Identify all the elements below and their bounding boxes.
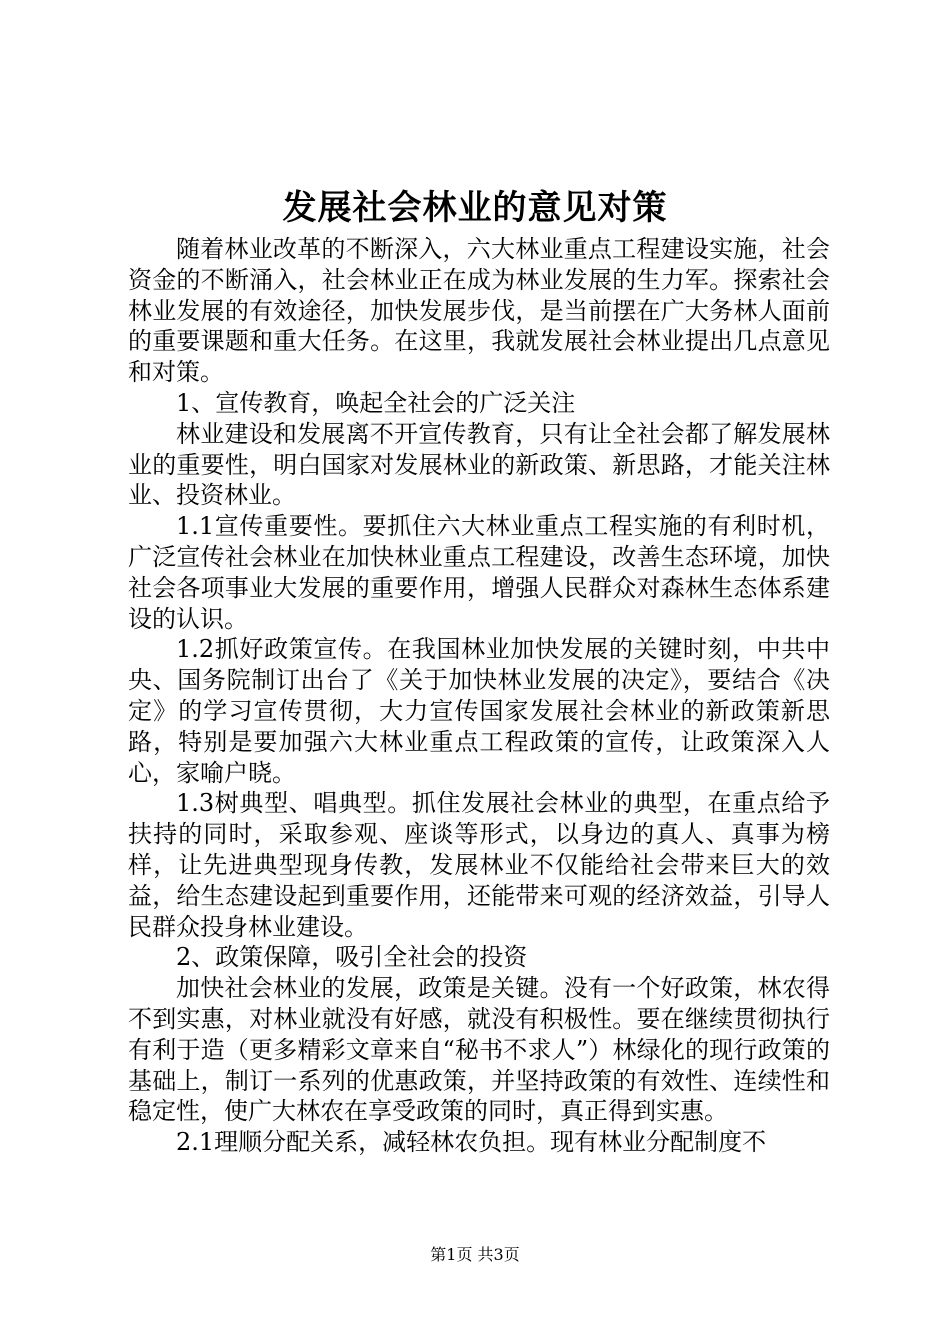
document-title: 发展社会林业的意见对策 <box>282 188 668 228</box>
section-heading-1: 1、宣传教育，唤起全社会的广泛关注 <box>176 388 576 417</box>
paragraph-2: 加快社会林业的发展，政策是关键。没有一个好政策，林农得不到实惠，对林业就没有好感，就没有积极性。要在继续贯彻执行有利于造（更多精彩文章来自“秘书不求人”）林绿化的现行政策的基础上，制订一系列的优惠政策，并坚持政策的有效性、连续性和稳定性，使广大林农在享受政策的同时，真正得到实惠。 <box>128 974 830 1126</box>
paragraph-1-3: 1.3树典型、唱典型。抓住发展社会林业的典型，在重点给予扶持的同时，采取参观、座谈等形式，以身边的真人、真事为榜样，让先进典型现身传教，发展林业不仅能给社会带来巨大的效益，给生态建设起到重要作用，还能带来可观的经济效益，引导人民群众投身林业建设。 <box>128 789 830 941</box>
document-body <box>128 234 830 1158</box>
section-heading-2: 2、政策保障，吸引全社会的投资 <box>176 943 528 972</box>
paragraph-1-2: 1.2抓好政策宣传。在我国林业加快发展的关键时刻，中共中央、国务院制订出台了《关于加快林业发展的决定》，要结合《决定》的学习宣传贯彻，大力宣传国家发展社会林业的新政策新思路，特别是要加强六大林业重点工程政策的宣传，让政策深入人心，家喻户晓。 <box>128 635 830 787</box>
page-footer: 第1页 共3页 <box>430 1245 520 1264</box>
paragraph-1: 林业建设和发展离不开宣传教育，只有让全社会都了解发展林业的重要性，明白国家对发展林业的新政策、新思路，才能关注林业、投资林业。 <box>128 419 830 510</box>
paragraph-2-1: 2.1理顺分配关系，减轻林农负担。现有林业分配制度不 <box>176 1128 767 1157</box>
paragraph-1-1: 1.1宣传重要性。要抓住六大林业重点工程实施的有利时机，广泛宣传社会林业在加快林业重点工程建设，改善生态环境，加快社会各项事业大发展的重要作用，增强人民群众对森林生态体系建设的认识。 <box>128 512 830 633</box>
paragraph-intro: 随着林业改革的不断深入，六大林业重点工程建设实施，社会资金的不断涌入，社会林业正在成为林业发展的生力军。探索社会林业发展的有效途径，加快发展步伐，是当前摆在广大务林人面前的重要课题和重大任务。在这里，我就发展社会林业提出几点意见和对策。 <box>128 235 830 387</box>
